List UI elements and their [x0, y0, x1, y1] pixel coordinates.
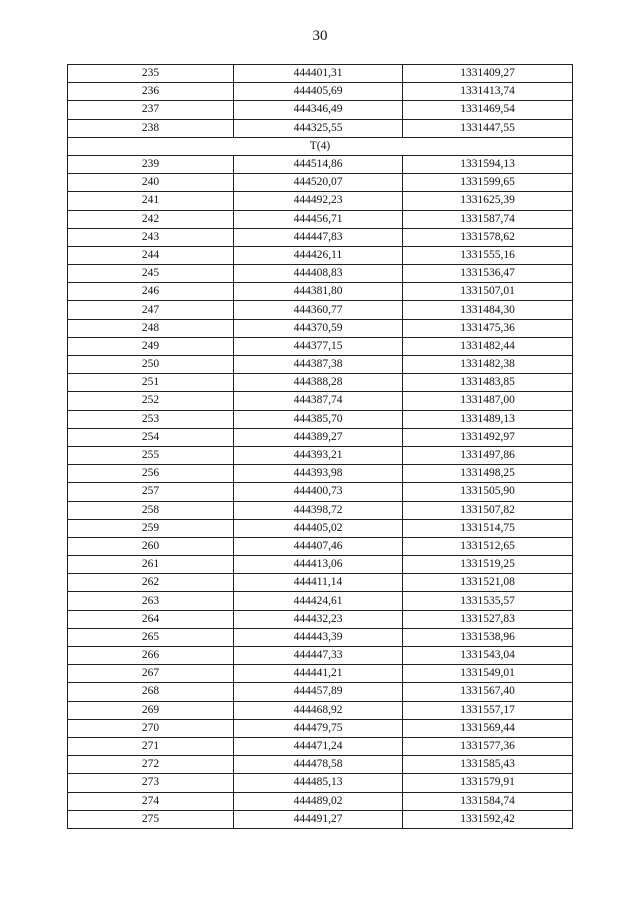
table-row	[68, 283, 573, 301]
point-number-cell: 257	[68, 483, 234, 501]
point-number-cell: 263	[68, 592, 234, 610]
y-coordinate-cell: 1331555,16	[403, 246, 573, 264]
x-coordinate-cell: 444413,06	[234, 556, 403, 574]
point-number-cell: 264	[68, 610, 234, 628]
coordinates-table	[67, 64, 573, 829]
y-coordinate-cell: 1331585,43	[403, 756, 573, 774]
point-number-cell: 271	[68, 737, 234, 755]
x-coordinate-cell: 444346,49	[234, 101, 403, 119]
table-row	[68, 446, 573, 464]
y-coordinate-cell: 1331482,38	[403, 356, 573, 374]
point-number-cell: 268	[68, 683, 234, 701]
x-coordinate-cell: 444447,33	[234, 647, 403, 665]
y-coordinate-cell: 1331514,75	[403, 519, 573, 537]
x-coordinate-cell: 444432,23	[234, 610, 403, 628]
x-coordinate-cell: 444325,55	[234, 119, 403, 137]
point-number-cell: 265	[68, 628, 234, 646]
table-row	[68, 174, 573, 192]
y-coordinate-cell: 1331475,36	[403, 319, 573, 337]
point-number-cell: 256	[68, 465, 234, 483]
x-coordinate-cell: 444405,69	[234, 83, 403, 101]
y-coordinate-cell: 1331557,17	[403, 701, 573, 719]
point-number-cell: 259	[68, 519, 234, 537]
table-row	[68, 719, 573, 737]
y-coordinate-cell: 1331594,13	[403, 155, 573, 173]
point-number-cell: 251	[68, 374, 234, 392]
table-row	[68, 610, 573, 628]
y-coordinate-cell: 1331507,01	[403, 283, 573, 301]
table-row	[68, 465, 573, 483]
y-coordinate-cell: 1331567,40	[403, 683, 573, 701]
x-coordinate-cell: 444411,14	[234, 574, 403, 592]
y-coordinate-cell: 1331543,04	[403, 647, 573, 665]
x-coordinate-cell: 444492,23	[234, 192, 403, 210]
table-row	[68, 665, 573, 683]
table-row	[68, 101, 573, 119]
table-row	[68, 756, 573, 774]
x-coordinate-cell: 444426,11	[234, 246, 403, 264]
x-coordinate-cell: 444398,72	[234, 501, 403, 519]
table-row	[68, 155, 573, 173]
table-body-after	[68, 155, 573, 828]
table-row	[68, 119, 573, 137]
x-coordinate-cell: 444491,27	[234, 810, 403, 828]
y-coordinate-cell: 1331519,25	[403, 556, 573, 574]
table-row	[68, 774, 573, 792]
y-coordinate-cell: 1331592,42	[403, 810, 573, 828]
x-coordinate-cell: 444478,58	[234, 756, 403, 774]
x-coordinate-cell: 444485,13	[234, 774, 403, 792]
y-coordinate-cell: 1331413,74	[403, 83, 573, 101]
point-number-cell: 266	[68, 647, 234, 665]
x-coordinate-cell: 444408,83	[234, 265, 403, 283]
table-row	[68, 519, 573, 537]
y-coordinate-cell: 1331584,74	[403, 792, 573, 810]
y-coordinate-cell: 1331587,74	[403, 210, 573, 228]
table-row	[68, 265, 573, 283]
y-coordinate-cell: 1331579,91	[403, 774, 573, 792]
x-coordinate-cell: 444389,27	[234, 428, 403, 446]
y-coordinate-cell: 1331625,39	[403, 192, 573, 210]
x-coordinate-cell: 444405,02	[234, 519, 403, 537]
section-row-group	[68, 137, 573, 155]
table-row	[68, 65, 573, 83]
x-coordinate-cell: 444400,73	[234, 483, 403, 501]
y-coordinate-cell: 1331498,25	[403, 465, 573, 483]
section-label: T(4)	[68, 137, 573, 155]
table-row	[68, 246, 573, 264]
table-row	[68, 319, 573, 337]
table-row	[68, 792, 573, 810]
x-coordinate-cell: 444520,07	[234, 174, 403, 192]
point-number-cell: 244	[68, 246, 234, 264]
x-coordinate-cell: 444457,89	[234, 683, 403, 701]
point-number-cell: 235	[68, 65, 234, 83]
table-row	[68, 83, 573, 101]
table-row	[68, 192, 573, 210]
y-coordinate-cell: 1331578,62	[403, 228, 573, 246]
y-coordinate-cell: 1331447,55	[403, 119, 573, 137]
point-number-cell: 255	[68, 446, 234, 464]
table-row	[68, 428, 573, 446]
point-number-cell: 261	[68, 556, 234, 574]
x-coordinate-cell: 444441,21	[234, 665, 403, 683]
table-row	[68, 810, 573, 828]
y-coordinate-cell: 1331484,30	[403, 301, 573, 319]
table-row	[68, 537, 573, 555]
x-coordinate-cell: 444447,83	[234, 228, 403, 246]
y-coordinate-cell: 1331483,85	[403, 374, 573, 392]
x-coordinate-cell: 444514,86	[234, 155, 403, 173]
x-coordinate-cell: 444387,38	[234, 356, 403, 374]
x-coordinate-cell: 444385,70	[234, 410, 403, 428]
point-number-cell: 274	[68, 792, 234, 810]
table-row	[68, 737, 573, 755]
x-coordinate-cell: 444456,71	[234, 210, 403, 228]
point-number-cell: 248	[68, 319, 234, 337]
y-coordinate-cell: 1331482,44	[403, 337, 573, 355]
y-coordinate-cell: 1331512,65	[403, 537, 573, 555]
y-coordinate-cell: 1331538,96	[403, 628, 573, 646]
point-number-cell: 241	[68, 192, 234, 210]
x-coordinate-cell: 444479,75	[234, 719, 403, 737]
x-coordinate-cell: 444407,46	[234, 537, 403, 555]
y-coordinate-cell: 1331521,08	[403, 574, 573, 592]
x-coordinate-cell: 444471,24	[234, 737, 403, 755]
y-coordinate-cell: 1331487,00	[403, 392, 573, 410]
table-row	[68, 701, 573, 719]
table-row	[68, 410, 573, 428]
table-row	[68, 592, 573, 610]
y-coordinate-cell: 1331497,86	[403, 446, 573, 464]
point-number-cell: 272	[68, 756, 234, 774]
y-coordinate-cell: 1331536,47	[403, 265, 573, 283]
table-row	[68, 228, 573, 246]
point-number-cell: 260	[68, 537, 234, 555]
y-coordinate-cell: 1331492,97	[403, 428, 573, 446]
table-row	[68, 374, 573, 392]
x-coordinate-cell: 444393,21	[234, 446, 403, 464]
y-coordinate-cell: 1331409,27	[403, 65, 573, 83]
point-number-cell: 238	[68, 119, 234, 137]
point-number-cell: 270	[68, 719, 234, 737]
point-number-cell: 237	[68, 101, 234, 119]
point-number-cell: 262	[68, 574, 234, 592]
x-coordinate-cell: 444377,15	[234, 337, 403, 355]
x-coordinate-cell: 444393,98	[234, 465, 403, 483]
y-coordinate-cell: 1331535,57	[403, 592, 573, 610]
x-coordinate-cell: 444388,28	[234, 374, 403, 392]
x-coordinate-cell: 444489,02	[234, 792, 403, 810]
point-number-cell: 240	[68, 174, 234, 192]
point-number-cell: 254	[68, 428, 234, 446]
point-number-cell: 239	[68, 155, 234, 173]
x-coordinate-cell: 444443,39	[234, 628, 403, 646]
y-coordinate-cell: 1331489,13	[403, 410, 573, 428]
point-number-cell: 246	[68, 283, 234, 301]
y-coordinate-cell: 1331507,82	[403, 501, 573, 519]
table-row	[68, 483, 573, 501]
point-number-cell: 275	[68, 810, 234, 828]
page-number: 30	[312, 28, 328, 44]
table-row	[68, 210, 573, 228]
point-number-cell: 247	[68, 301, 234, 319]
x-coordinate-cell: 444370,59	[234, 319, 403, 337]
table-row	[68, 556, 573, 574]
table-row	[68, 647, 573, 665]
x-coordinate-cell: 444468,92	[234, 701, 403, 719]
point-number-cell: 269	[68, 701, 234, 719]
point-number-cell: 242	[68, 210, 234, 228]
point-number-cell: 245	[68, 265, 234, 283]
y-coordinate-cell: 1331577,36	[403, 737, 573, 755]
point-number-cell: 250	[68, 356, 234, 374]
x-coordinate-cell: 444401,31	[234, 65, 403, 83]
table-row	[68, 356, 573, 374]
y-coordinate-cell: 1331569,44	[403, 719, 573, 737]
point-number-cell: 252	[68, 392, 234, 410]
table-row	[68, 301, 573, 319]
point-number-cell: 249	[68, 337, 234, 355]
table-row	[68, 574, 573, 592]
table-row	[68, 501, 573, 519]
table-body-before	[68, 65, 573, 138]
point-number-cell: 236	[68, 83, 234, 101]
section-header-row	[68, 137, 573, 155]
point-number-cell: 243	[68, 228, 234, 246]
table-row	[68, 392, 573, 410]
y-coordinate-cell: 1331527,83	[403, 610, 573, 628]
x-coordinate-cell: 444381,80	[234, 283, 403, 301]
x-coordinate-cell: 444360,77	[234, 301, 403, 319]
point-number-cell: 258	[68, 501, 234, 519]
y-coordinate-cell: 1331599,65	[403, 174, 573, 192]
y-coordinate-cell: 1331549,01	[403, 665, 573, 683]
table-row	[68, 683, 573, 701]
point-number-cell: 253	[68, 410, 234, 428]
table-row	[68, 337, 573, 355]
table-row	[68, 628, 573, 646]
x-coordinate-cell: 444387,74	[234, 392, 403, 410]
y-coordinate-cell: 1331469,54	[403, 101, 573, 119]
point-number-cell: 273	[68, 774, 234, 792]
point-number-cell: 267	[68, 665, 234, 683]
y-coordinate-cell: 1331505,90	[403, 483, 573, 501]
x-coordinate-cell: 444424,61	[234, 592, 403, 610]
